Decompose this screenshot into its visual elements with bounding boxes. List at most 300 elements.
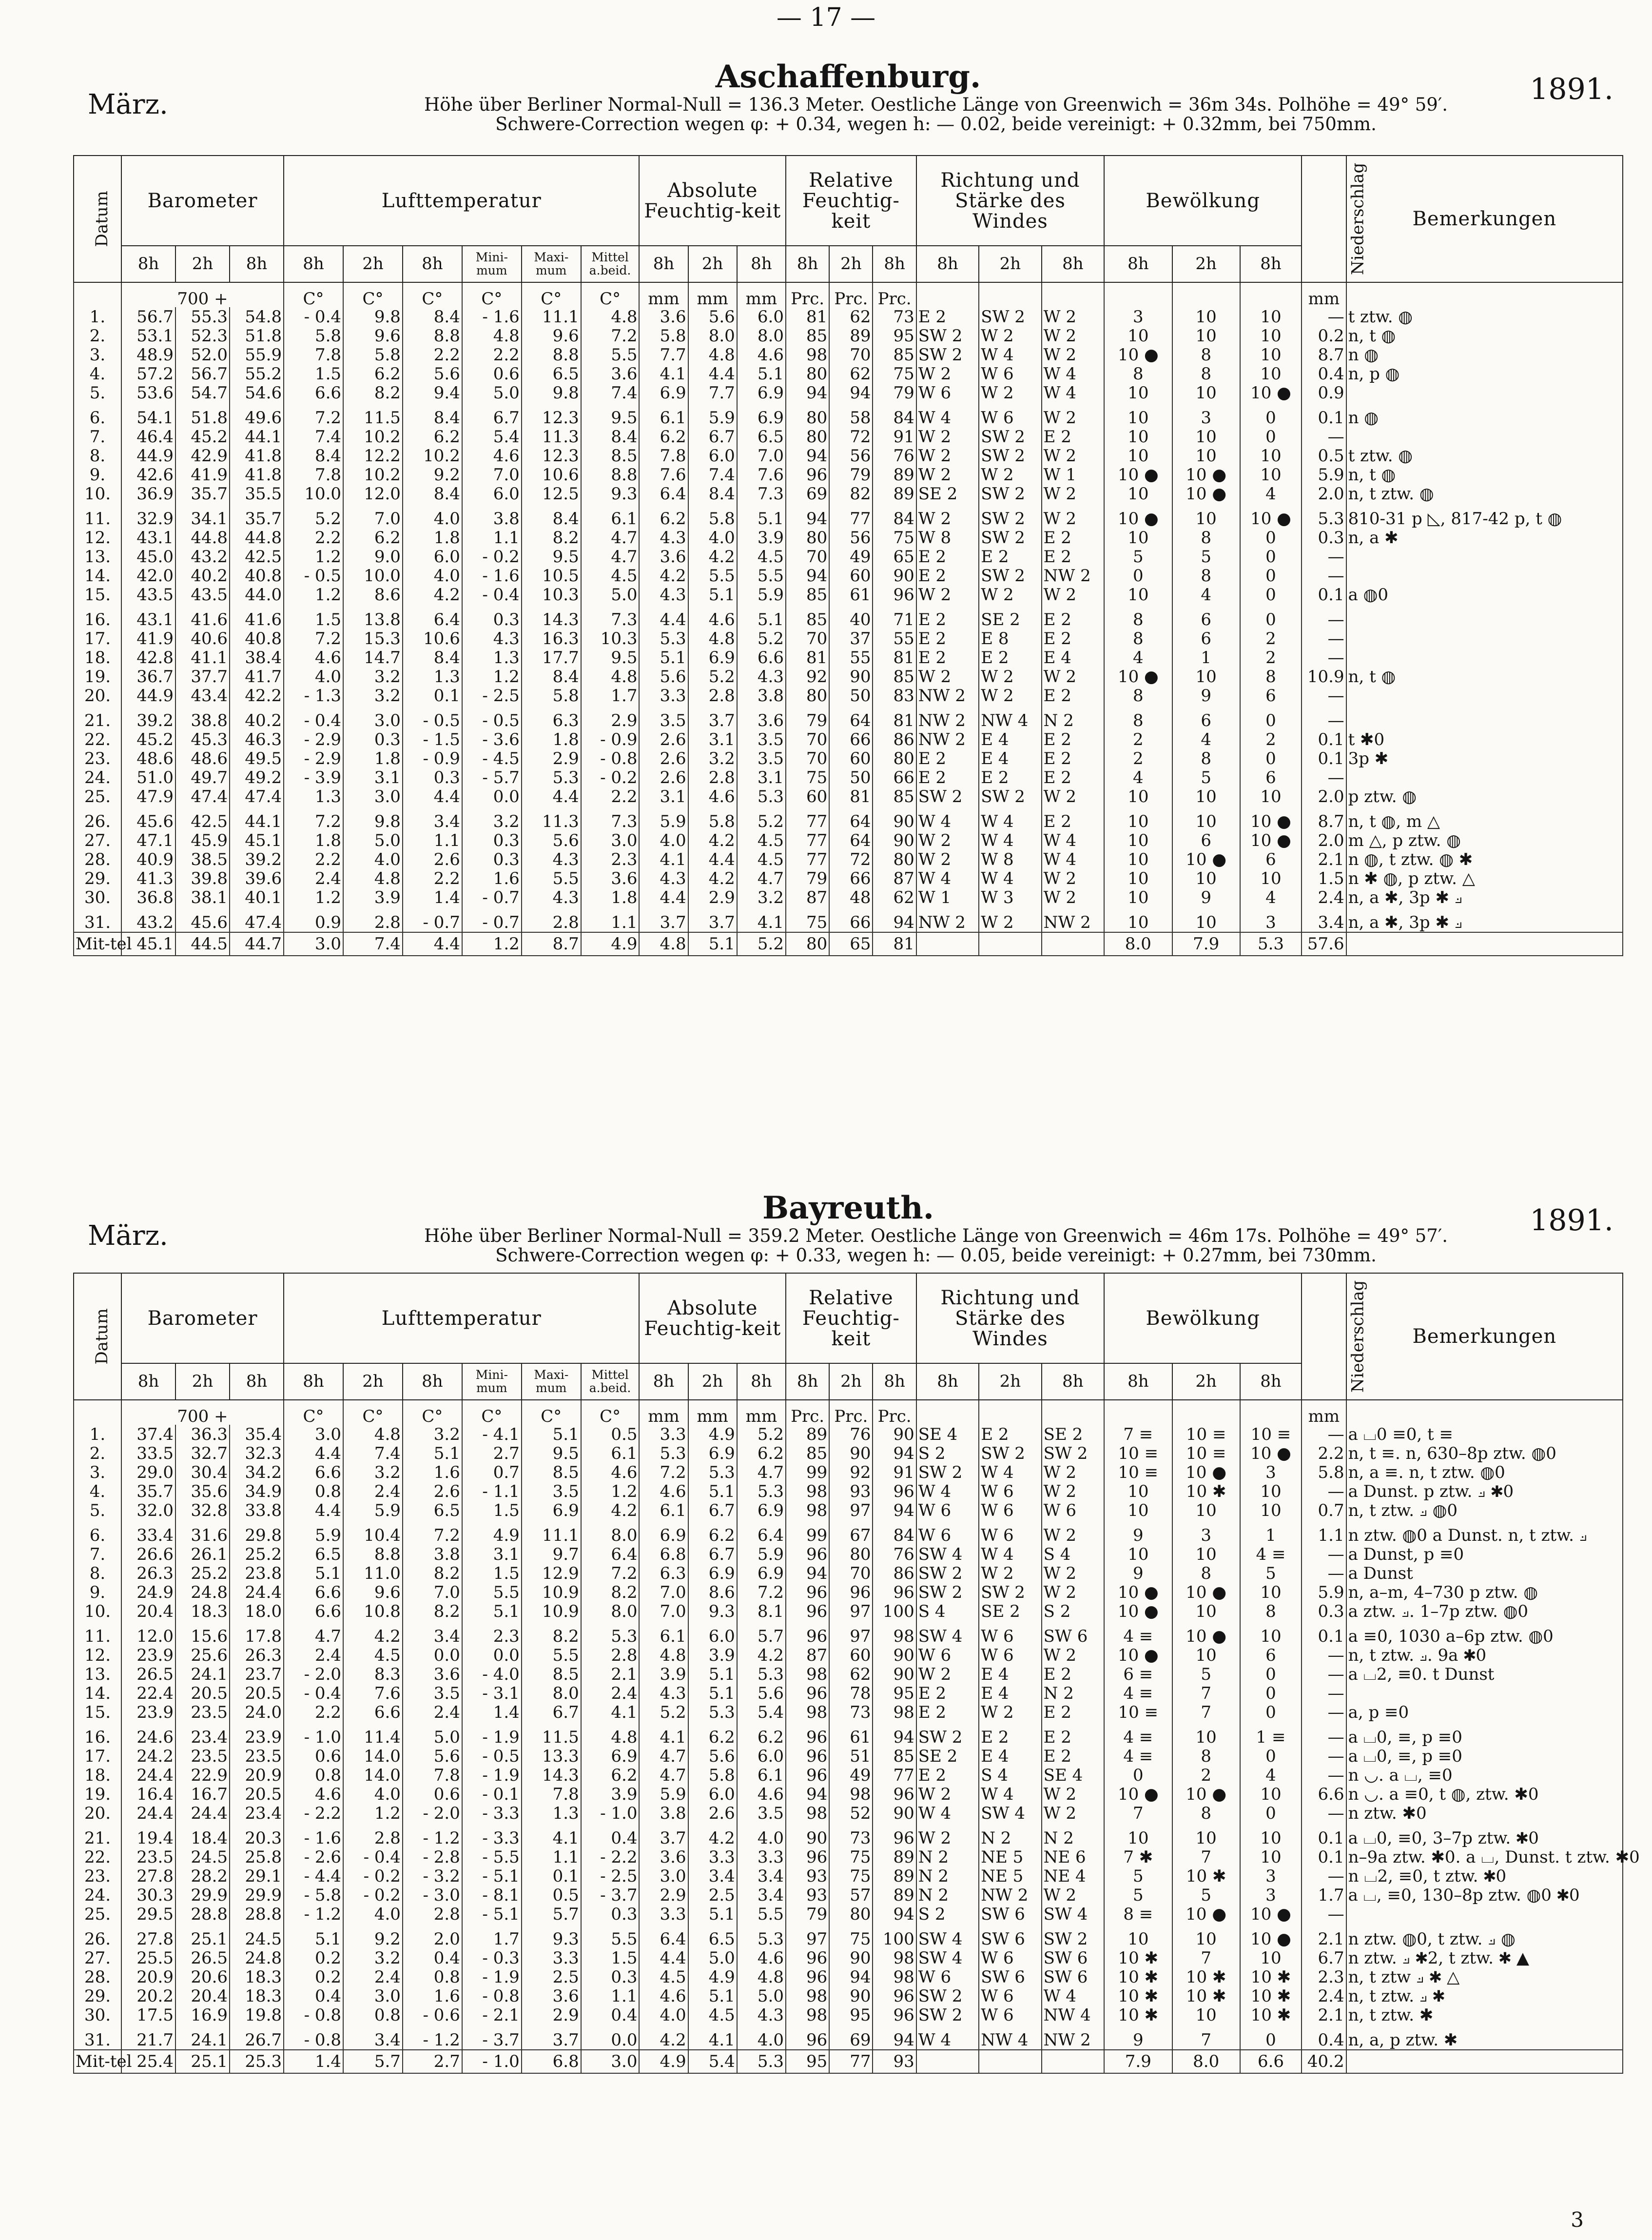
remarks-cell: [1346, 2050, 1623, 2073]
cloud-8h-eve-cell: 0: [1240, 749, 1302, 768]
rel-hum-8h-eve-cell: 81: [873, 932, 916, 956]
temp-8h-cell: 4.6: [284, 1785, 343, 1804]
wind-8h-eve-cell: W 6: [1042, 1501, 1104, 1520]
barometer-2h-cell: 18.4: [175, 1828, 230, 1847]
remarks-cell: a Dunst. p ztw. ⟓ ✱0: [1346, 1482, 1623, 1501]
datum-cell: 23.: [74, 1867, 121, 1886]
rel-hum-2h-cell: 48: [829, 888, 873, 907]
temp-min-cell: - 0.5: [462, 711, 522, 730]
barometer-8h-cell: 24.4: [121, 1766, 175, 1785]
temp-2h-cell: 8.8: [343, 1545, 403, 1564]
temp-2h-cell: 11.0: [343, 1564, 403, 1583]
barometer-8h-eve-cell: 51.8: [230, 326, 284, 345]
barometer-8h-cell: 29.0: [121, 1463, 175, 1482]
barometer-8h-eve-cell: 39.2: [230, 850, 284, 869]
datum-cell: 27.: [74, 831, 121, 850]
unit-cell: [916, 1400, 979, 1425]
abs-hum-2h-cell: 2.6: [688, 1804, 737, 1823]
barometer-8h-cell: 23.5: [121, 1847, 175, 1867]
temp-min-cell: - 0.7: [462, 913, 522, 932]
table-row: [74, 768, 1623, 787]
temp-min-cell: 4.6: [462, 446, 522, 465]
table-row: [74, 1501, 1623, 1520]
abs-hum-8h-cell: 3.5: [639, 711, 688, 730]
rel-hum-8h-eve-cell: 89: [873, 484, 916, 503]
temp-8h-cell: 0.2: [284, 1948, 343, 1967]
cloud-8h-eve-cell: 5.3: [1240, 932, 1302, 956]
remarks-cell: a ztw. ⟓. 1–7p ztw. ◍0: [1346, 1602, 1623, 1621]
temp-min-cell: - 3.3: [462, 1804, 522, 1823]
temp-max-cell: 11.3: [522, 427, 581, 446]
row-gap: [74, 604, 1623, 610]
cloud-8h-eve-cell: 10: [1240, 1583, 1302, 1602]
barometer-8h-cell: 20.9: [121, 1967, 175, 1986]
rel-hum-8h-cell: 79: [786, 711, 829, 730]
abs-hum-8h-cell: 4.3: [639, 585, 688, 604]
barometer-8h-cell: 48.9: [121, 345, 175, 364]
abs-hum-8h-eve-cell: 5.2: [737, 629, 786, 648]
cloud-8h-eve-cell: 6: [1240, 768, 1302, 787]
unit-cell: C°: [403, 282, 462, 307]
unit-cell: [1346, 282, 1623, 307]
wind-8h-cell: S 2: [916, 1905, 979, 1924]
rel-hum-2h-cell: 66: [829, 869, 873, 888]
precipitation-cell: 5.8: [1302, 1463, 1346, 1482]
cloud-8h-eve-cell: 10: [1240, 1948, 1302, 1967]
temp-8h-eve-cell: 0.3: [403, 768, 462, 787]
temp-8h-eve-cell: 5.6: [403, 1747, 462, 1766]
temp-8h-cell: 1.8: [284, 831, 343, 850]
abs-hum-8h-eve-cell: 5.1: [737, 364, 786, 383]
remarks-cell: [1346, 629, 1623, 648]
temp-8h-eve-cell: - 3.2: [403, 1867, 462, 1886]
wind-2h-cell: SW 2: [979, 566, 1041, 585]
cloud-2h-cell: 7: [1172, 1703, 1240, 1722]
temp-min-cell: - 5.1: [462, 1867, 522, 1886]
datum-cell: 17.: [74, 1747, 121, 1766]
unit-cell: C°: [343, 282, 403, 307]
remarks-cell: n ◍, t ztw. ◍ ✱: [1346, 850, 1623, 869]
temp-8h-cell: 2.2: [284, 1703, 343, 1722]
temp-8h-eve-cell: 2.7: [403, 2050, 462, 2073]
wind-2h-cell: SW 2: [979, 427, 1041, 446]
station-metadata-line1: Höhe über Berliner Normal-Null = 136.3 Meter. Oestliche Länge von Greenwich = 36m 34s. Polhöhe = 49° 59′.: [424, 94, 1448, 115]
wind-2h-cell: W 2: [979, 326, 1041, 345]
rel-hum-2h-cell: 97: [829, 1602, 873, 1621]
temp-max-cell: 8.7: [522, 932, 581, 956]
precipitation-cell: —: [1302, 566, 1346, 585]
station-metadata-line2: Schwere-Correction wegen φ: + 0.33, wegen h: — 0.05, beide vereinigt: + 0.27mm, bei 730mm.: [495, 1245, 1377, 1266]
rel-hum-8h-cell: 69: [786, 484, 829, 503]
rel-hum-8h-cell: 96: [786, 1766, 829, 1785]
rel-hum-8h-eve-cell: 93: [873, 2050, 916, 2073]
precipitation-cell: 2.2: [1302, 1444, 1346, 1463]
table-row: [74, 1728, 1623, 1747]
row-gap: [74, 1621, 1623, 1627]
col-lufttemperatur: Lufttemperatur: [284, 1273, 639, 1363]
temp-8h-eve-cell: 8.4: [403, 648, 462, 667]
table-row: [74, 465, 1623, 484]
temp-max-cell: 8.2: [522, 528, 581, 547]
temp-mean-cell: 4.8: [581, 1728, 640, 1747]
row-gap: [74, 705, 1623, 711]
precipitation-cell: 2.1: [1302, 1929, 1346, 1948]
cloud-2h-cell: 10 ✱: [1172, 1867, 1240, 1886]
barometer-8h-cell: 19.4: [121, 1828, 175, 1847]
temp-mean-cell: 10.3: [581, 629, 640, 648]
rel-hum-2h-cell: 94: [829, 1967, 873, 1986]
wind-8h-cell: N 2: [916, 1867, 979, 1886]
temp-8h-cell: 0.8: [284, 1766, 343, 1785]
wind-8h-eve-cell: E 2: [1042, 427, 1104, 446]
barometer-2h-cell: 45.9: [175, 831, 230, 850]
temp-8h-eve-cell: 1.8: [403, 528, 462, 547]
temp-2h-cell: 14.0: [343, 1766, 403, 1785]
barometer-8h-cell: 24.4: [121, 1804, 175, 1823]
cloud-8h-cell: 10: [1104, 528, 1172, 547]
cloud-8h-cell: 8: [1104, 629, 1172, 648]
abs-hum-2h-cell: 4.6: [688, 787, 737, 806]
wind-8h-eve-cell: E 2: [1042, 610, 1104, 629]
abs-hum-8h-eve-cell: 5.3: [737, 1482, 786, 1501]
wind-8h-cell: W 1: [916, 888, 979, 907]
rel-hum-8h-cell: 98: [786, 1482, 829, 1501]
abs-hum-2h-cell: 6.7: [688, 427, 737, 446]
temp-mean-cell: 2.4: [581, 1684, 640, 1703]
rel-hum-8h-eve-cell: 86: [873, 1564, 916, 1583]
precipitation-cell: —: [1302, 686, 1346, 705]
wind-8h-cell: S 2: [916, 1444, 979, 1463]
remarks-cell: n, a–m, 4–730 p ztw. ◍: [1346, 1583, 1623, 1602]
cloud-2h-cell: 6: [1172, 610, 1240, 629]
abs-hum-8h-cell: 6.1: [639, 1627, 688, 1646]
datum-cell: 29.: [74, 869, 121, 888]
barometer-8h-eve-cell: 44.1: [230, 427, 284, 446]
abs-hum-8h-eve-cell: 5.1: [737, 610, 786, 629]
abs-hum-2h-cell: 3.9: [688, 1646, 737, 1665]
rel-hum-8h-cell: 70: [786, 547, 829, 566]
rel-hum-8h-cell: 96: [786, 1747, 829, 1766]
cloud-2h-cell: 8: [1172, 749, 1240, 768]
temp-min-cell: - 1.6: [462, 566, 522, 585]
wind-8h-cell: E 2: [916, 1766, 979, 1785]
datum-cell: 22.: [74, 1847, 121, 1867]
col-lufttemperatur: Lufttemperatur: [284, 156, 639, 246]
temp-max-cell: 10.6: [522, 465, 581, 484]
table-row: [74, 913, 1623, 932]
remarks-cell: n, a ≡. n, t ztw. ◍0: [1346, 1463, 1623, 1482]
rel-hum-8h-eve-cell: 100: [873, 1929, 916, 1948]
datum-cell: 25.: [74, 1905, 121, 1924]
barometer-2h-cell: 24.8: [175, 1583, 230, 1602]
remarks-cell: p ztw. ◍: [1346, 787, 1623, 806]
abs-hum-8h-cell: 3.0: [639, 1867, 688, 1886]
temp-2h-cell: 15.3: [343, 629, 403, 648]
rel-hum-2h-cell: 81: [829, 787, 873, 806]
temp-min-cell: - 1.9: [462, 1967, 522, 1986]
cloud-8h-eve-cell: 10: [1240, 1785, 1302, 1804]
datum-cell: 19.: [74, 1785, 121, 1804]
temp-mean-cell: - 3.7: [581, 1886, 640, 1905]
temp-mean-cell: 4.1: [581, 1703, 640, 1722]
temp-min-cell: - 4.0: [462, 1665, 522, 1684]
rel-hum-8h-eve-cell: 94: [873, 1905, 916, 1924]
abs-hum-2h-cell: 5.6: [688, 1747, 737, 1766]
rel-hum-8h-cell: 70: [786, 749, 829, 768]
temp-8h-cell: 7.8: [284, 465, 343, 484]
temp-8h-eve-cell: 3.4: [403, 1627, 462, 1646]
temp-mean-cell: 8.2: [581, 1583, 640, 1602]
datum-cell: 20.: [74, 686, 121, 705]
temp-2h-cell: 4.0: [343, 1785, 403, 1804]
abs-hum-2h-cell: 5.1: [688, 1684, 737, 1703]
temp-8h-eve-cell: 9.2: [403, 465, 462, 484]
abs-hum-8h-cell: 4.8: [639, 1646, 688, 1665]
abs-hum-2h-cell: 5.6: [688, 307, 737, 326]
rel-hum-8h-eve-cell: 86: [873, 730, 916, 749]
abs-hum-2h-cell: 6.9: [688, 1444, 737, 1463]
wind-2h-cell: W 6: [979, 1986, 1041, 2005]
wind-8h-eve-cell: SE 4: [1042, 1766, 1104, 1785]
table-row: [74, 1444, 1623, 1463]
abs-hum-2h-cell: 4.2: [688, 869, 737, 888]
temp-8h-eve-cell: 1.6: [403, 1986, 462, 2005]
temp-mean-cell: 0.3: [581, 1905, 640, 1924]
wind-8h-eve-cell: W 2: [1042, 1886, 1104, 1905]
rel-hum-2h-cell: 50: [829, 686, 873, 705]
wind-2h-cell: E 4: [979, 1684, 1041, 1703]
cloud-8h-eve-cell: 10: [1240, 869, 1302, 888]
abs-hum-8h-eve-cell: 4.0: [737, 2030, 786, 2050]
rel-hum-8h-cell: 77: [786, 850, 829, 869]
cloud-8h-cell: 10 ●: [1104, 1602, 1172, 1621]
unit-cell: mm: [688, 282, 737, 307]
temp-mean-cell: 1.8: [581, 888, 640, 907]
abs-hum-8h-eve-cell: 3.3: [737, 1847, 786, 1867]
temp-mean-cell: 0.3: [581, 1967, 640, 1986]
remarks-cell: n, t ◍: [1346, 326, 1623, 345]
temp-mean-cell: - 0.9: [581, 730, 640, 749]
remarks-cell: a ⌴, ≡0, 130–8p ztw. ◍0 ✱0: [1346, 1886, 1623, 1905]
abs-hum-8h-cell: 3.8: [639, 1804, 688, 1823]
temp-mean-cell: 3.9: [581, 1785, 640, 1804]
cloud-2h-cell: 10 ✱: [1172, 1986, 1240, 2005]
wind-8h-cell: W 2: [916, 1785, 979, 1804]
temp-min-cell: 1.1: [462, 528, 522, 547]
temp-2h-cell: 6.2: [343, 364, 403, 383]
remarks-cell: n, a ✱, 3p ✱ ⟓: [1346, 888, 1623, 907]
remarks-cell: t ztw. ◍: [1346, 446, 1623, 465]
wind-8h-eve-cell: E 2: [1042, 547, 1104, 566]
datum-cell: 12.: [74, 1646, 121, 1665]
cloud-8h-cell: 8: [1104, 686, 1172, 705]
barometer-8h-eve-cell: 29.8: [230, 1526, 284, 1545]
abs-hum-8h-eve-cell: 6.1: [737, 1766, 786, 1785]
rel-hum-8h-eve-cell: 94: [873, 1728, 916, 1747]
barometer-2h-cell: 24.5: [175, 1847, 230, 1867]
rel-hum-8h-cell: 89: [786, 1425, 829, 1444]
rel-hum-8h-eve-cell: 90: [873, 812, 916, 831]
temp-min-cell: - 8.1: [462, 1886, 522, 1905]
table-row: [74, 850, 1623, 869]
cloud-8h-cell: 10: [1104, 787, 1172, 806]
temp-min-cell: 4.8: [462, 326, 522, 345]
wind-2h-cell: SW 2: [979, 1583, 1041, 1602]
temp-8h-eve-cell: 0.1: [403, 686, 462, 705]
abs-hum-8h-cell: 3.7: [639, 1828, 688, 1847]
abs-hum-8h-cell: 7.7: [639, 345, 688, 364]
cloud-8h-eve-cell: 10: [1240, 307, 1302, 326]
temp-8h-cell: - 1.0: [284, 1728, 343, 1747]
barometer-8h-cell: 16.4: [121, 1785, 175, 1804]
table-row: [74, 686, 1623, 705]
remarks-cell: t ztw. ◍: [1346, 307, 1623, 326]
precipitation-cell: —: [1302, 629, 1346, 648]
precipitation-cell: 0.1: [1302, 1627, 1346, 1646]
rel-hum-8h-cell: 96: [786, 1684, 829, 1703]
wind-8h-eve-cell: W 2: [1042, 888, 1104, 907]
abs-hum-8h-eve-cell: 5.9: [737, 1545, 786, 1564]
abs-hum-2h-cell: 5.2: [688, 667, 737, 686]
abs-hum-8h-cell: 6.1: [639, 1501, 688, 1520]
unit-cell: [1346, 1400, 1623, 1425]
abs-hum-8h-eve-cell: 6.9: [737, 1564, 786, 1583]
rel-hum-2h-cell: 90: [829, 1986, 873, 2005]
wind-8h-cell: W 6: [916, 1501, 979, 1520]
wind-2h-cell: NE 5: [979, 1847, 1041, 1867]
abs-hum-8h-cell: 4.6: [639, 1986, 688, 2005]
temp-2h-cell: 9.8: [343, 307, 403, 326]
hour-header-row: 8h 2h 8h 8h 2h 8h Mini-mum Maxi-mum Mittel a.beid. 8h 2h 8h 8h 2h 8h 8h 2h 8h 8h 2h 8h: [74, 246, 1623, 282]
temp-mean-cell: 7.3: [581, 610, 640, 629]
precipitation-cell: 2.4: [1302, 888, 1346, 907]
rel-hum-8h-cell: 95: [786, 2050, 829, 2073]
temp-2h-cell: 3.2: [343, 667, 403, 686]
cloud-8h-eve-cell: 0: [1240, 1703, 1302, 1722]
wind-8h-eve-cell: E 2: [1042, 629, 1104, 648]
cloud-8h-eve-cell: 8: [1240, 667, 1302, 686]
remarks-cell: n–9a ztw. ✱0. a ⌴, Dunst. t ztw. ✱0: [1346, 1847, 1623, 1867]
row-gap: [74, 907, 1623, 913]
cloud-8h-cell: 10 ≡: [1104, 1444, 1172, 1463]
wind-2h-cell: W 4: [979, 869, 1041, 888]
datum-cell: 11.: [74, 1627, 121, 1646]
temp-min-cell: - 0.1: [462, 1785, 522, 1804]
abs-hum-8h-eve-cell: 5.9: [737, 585, 786, 604]
table-row: [74, 345, 1623, 364]
barometer-2h-cell: 28.8: [175, 1905, 230, 1924]
rel-hum-8h-cell: 96: [786, 2030, 829, 2050]
wind-8h-eve-cell: W 4: [1042, 364, 1104, 383]
temp-8h-cell: - 2.2: [284, 1804, 343, 1823]
col-barometer: Barometer: [121, 156, 284, 246]
temp-8h-eve-cell: 7.0: [403, 1583, 462, 1602]
rel-hum-8h-eve-cell: 96: [873, 1482, 916, 1501]
abs-hum-2h-cell: 3.1: [688, 730, 737, 749]
precipitation-cell: —: [1302, 1425, 1346, 1444]
barometer-8h-eve-cell: 41.7: [230, 667, 284, 686]
barometer-8h-cell: 46.4: [121, 427, 175, 446]
rel-hum-8h-cell: 79: [786, 1905, 829, 1924]
unit-cell: Prc.: [786, 1400, 829, 1425]
wind-8h-eve-cell: W 2: [1042, 869, 1104, 888]
table-row: [74, 1463, 1623, 1482]
cloud-8h-eve-cell: 10 ●: [1240, 509, 1302, 528]
col-niederschlag: Niederschlag: [1302, 1273, 1346, 1400]
abs-hum-2h-cell: 4.2: [688, 831, 737, 850]
temp-mean-cell: 5.3: [581, 1627, 640, 1646]
cloud-8h-cell: 10 ●: [1104, 465, 1172, 484]
cloud-2h-cell: 10: [1172, 1728, 1240, 1747]
temp-8h-eve-cell: - 2.8: [403, 1847, 462, 1867]
rel-hum-8h-eve-cell: 55: [873, 629, 916, 648]
rel-hum-8h-cell: 77: [786, 812, 829, 831]
barometer-8h-cell: 30.3: [121, 1886, 175, 1905]
rel-hum-2h-cell: 51: [829, 1747, 873, 1766]
abs-hum-2h-cell: 2.5: [688, 1886, 737, 1905]
cloud-2h-cell: 10 ✱: [1172, 1482, 1240, 1501]
temp-max-cell: 7.8: [522, 1785, 581, 1804]
barometer-8h-eve-cell: 44.7: [230, 932, 284, 956]
temp-2h-cell: 14.0: [343, 1747, 403, 1766]
remarks-cell: 810-31 p ◺, 817-42 p, t ◍: [1346, 509, 1623, 528]
table-row: [74, 1526, 1623, 1545]
wind-8h-eve-cell: W 2: [1042, 1564, 1104, 1583]
temp-2h-cell: 3.2: [343, 686, 403, 705]
wind-8h-cell: E 2: [916, 610, 979, 629]
barometer-8h-cell: 29.5: [121, 1905, 175, 1924]
abs-hum-2h-cell: 5.0: [688, 1948, 737, 1967]
remarks-cell: [1346, 610, 1623, 629]
wind-8h-eve-cell: NW 4: [1042, 2005, 1104, 2024]
unit-cell: C°: [284, 1400, 343, 1425]
wind-8h-eve-cell: SW 4: [1042, 1905, 1104, 1924]
temp-8h-cell: 0.9: [284, 913, 343, 932]
wind-2h-cell: SW 2: [979, 509, 1041, 528]
remarks-cell: n ◍: [1346, 408, 1623, 427]
temp-max-cell: 6.7: [522, 1703, 581, 1722]
cloud-8h-cell: 10: [1104, 585, 1172, 604]
temp-max-cell: 5.6: [522, 831, 581, 850]
temp-mean-cell: 6.4: [581, 1545, 640, 1564]
abs-hum-2h-cell: 3.7: [688, 913, 737, 932]
abs-hum-8h-eve-cell: 4.0: [737, 1828, 786, 1847]
rel-hum-2h-cell: 70: [829, 1564, 873, 1583]
temp-max-cell: 6.3: [522, 711, 581, 730]
temp-8h-cell: - 2.0: [284, 1665, 343, 1684]
barometer-8h-eve-cell: 23.7: [230, 1665, 284, 1684]
rel-hum-8h-eve-cell: 81: [873, 648, 916, 667]
col-relative-feuchtigkeit: Relative Feuchtig-keit: [786, 1273, 916, 1363]
barometer-2h-cell: 34.1: [175, 509, 230, 528]
precipitation-cell: 0.1: [1302, 1847, 1346, 1867]
cloud-2h-cell: 7: [1172, 1948, 1240, 1967]
rel-hum-8h-cell: 94: [786, 566, 829, 585]
temp-8h-eve-cell: 9.4: [403, 383, 462, 402]
wind-8h-cell: NW 2: [916, 686, 979, 705]
temp-8h-eve-cell: 8.2: [403, 1564, 462, 1583]
abs-hum-8h-eve-cell: 6.0: [737, 307, 786, 326]
cloud-8h-eve-cell: 0: [1240, 1747, 1302, 1766]
unit-cell: [1240, 1400, 1302, 1425]
cloud-8h-cell: 7 ✱: [1104, 1847, 1172, 1867]
abs-hum-2h-cell: 5.1: [688, 1665, 737, 1684]
temp-8h-cell: 4.4: [284, 1501, 343, 1520]
datum-cell: 6.: [74, 1526, 121, 1545]
temp-min-cell: 3.2: [462, 812, 522, 831]
barometer-8h-cell: 36.8: [121, 888, 175, 907]
wind-8h-cell: SW 2: [916, 326, 979, 345]
